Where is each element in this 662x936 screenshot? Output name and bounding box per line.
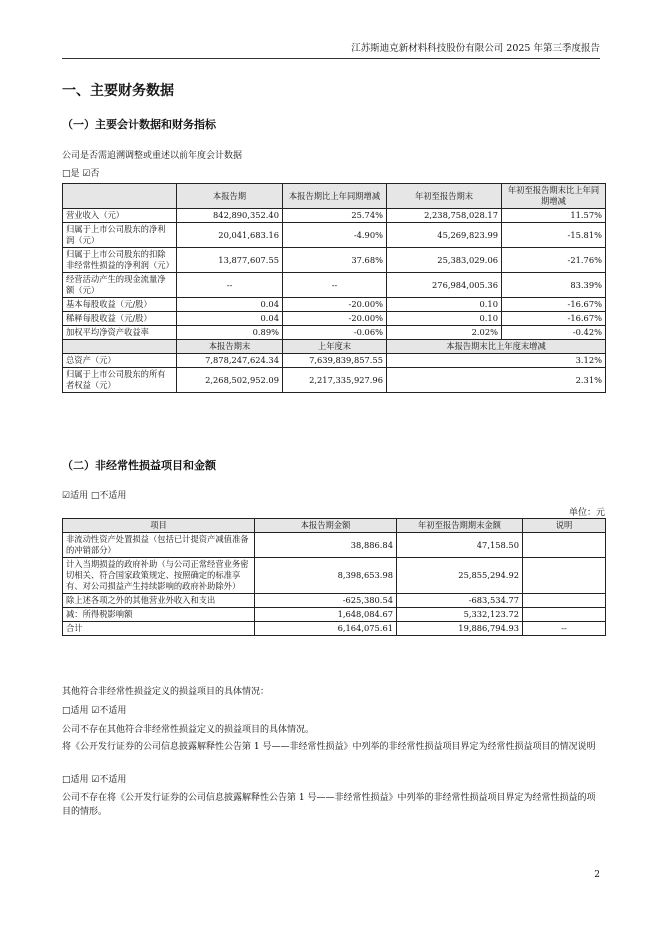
table-header-cell [63,184,177,209]
row-label: 归属于上市公司股东的净利润（元） [63,223,177,248]
table-cell: 37.68% [283,248,387,273]
table-cell: 7,878,247,624.34 [177,354,283,368]
table-row [63,298,606,312]
table-cell: -683,534.77 [397,594,523,608]
table-cell [523,594,606,608]
table-cell [523,608,606,622]
table-cell: 0.04 [177,312,283,326]
table-cell: -20.00% [283,298,387,312]
table-header-cell [63,340,177,354]
subsection-title: （二）非经常性损益项目和金额 [62,459,216,472]
row-label: 合计 [63,622,255,636]
table-cell: 83.39% [502,273,606,298]
retro-question: 公司是否需追溯调整或重述以前年度会计数据 [62,151,243,161]
table-cell: 13,877,607.55 [177,248,283,273]
table-cell: -16.67% [502,312,606,326]
table-header-cell: 本报告期金额 [255,519,397,533]
table-cell: 25.74% [283,209,387,223]
row-label: 除上述各项之外的其他营业外收入和支出 [63,594,255,608]
table-cell: 25,855,294.92 [397,558,523,594]
define-result: 公司不存在将《公开发行证券的公司信息披露解释性公告第 1 号——非经常性损益》中列举的非经常性损益项目界定为经常性损益的项目的情形。 [62,793,596,817]
row-label: 减：所得税影响额 [63,608,255,622]
table-header-cell: 项目 [63,519,255,533]
row-label: 加权平均净资产收益率 [63,326,177,340]
table-cell: -- [283,273,387,298]
table-cell: 0.10 [387,298,502,312]
row-label: 稀释每股收益（元/股） [63,312,177,326]
table-header-cell: 本报告期 [177,184,283,209]
table-cell: -0.42% [502,326,606,340]
table-header-row [63,340,606,354]
applicable-checkbox[interactable]: □适用 ☑不适用 [62,706,127,716]
table-row [63,248,606,273]
table-row [63,622,606,636]
table-cell: 11.57% [502,209,606,223]
table-cell: 276,984,005.36 [387,273,502,298]
table-cell: -- [523,622,606,636]
table-header-row [63,184,606,209]
subsection-title: （一）主要会计数据和财务指标 [62,118,216,131]
table-header-cell: 本报告期末比上年度末增减 [387,340,606,354]
table-row [63,558,606,594]
page-number: 2 [594,870,600,880]
table-row [63,354,606,368]
section-title: 一、主要财务数据 [62,83,174,99]
applicable-checkbox[interactable]: ☑适用 □不适用 [62,491,127,501]
table-header-cell: 年初至报告期末 [387,184,502,209]
other-items-title: 其他符合非经常性损益定义的损益项目的具体情况： [62,687,270,697]
table-cell: -21.76% [502,248,606,273]
table-cell: 1,648,084.67 [255,608,397,622]
table-cell: -625,380.54 [255,594,397,608]
table-cell: 7,639,839,857.55 [283,354,387,368]
table-cell: 0.89% [177,326,283,340]
table-row [63,209,606,223]
table-cell: -4.90% [283,223,387,248]
table-row [63,223,606,248]
row-label: 计入当期损益的政府补助（与公司正常经营业务密切相关、符合国家政策规定、按照确定的标准享有、对公司损益产生持续影响的政府补助除外） [63,558,255,594]
table-cell: 2.02% [387,326,502,340]
table-cell [523,533,606,558]
table-header-cell: 本报告期末 [177,340,283,354]
row-label: 营业收入（元） [63,209,177,223]
row-label: 经营活动产生的现金流量净额（元） [63,273,177,298]
table-row [63,312,606,326]
table-row [63,533,606,558]
row-label: 总资产（元） [63,354,177,368]
table-cell: 2.31% [387,368,606,393]
table-row [63,608,606,622]
table-cell: -15.81% [502,223,606,248]
table-cell: 45,269,823.99 [387,223,502,248]
table-cell: 25,383,029.06 [387,248,502,273]
table-cell: 5,332,123.72 [397,608,523,622]
table-cell: 2,217,335,927.96 [283,368,387,393]
define-text: 将《公开发行证券的公司信息披露解释性公告第 1 号——非经常性损益》中列举的非经常性损益项目界定为经常性损益项目的情况说明 [62,742,596,752]
table-cell: 2,268,502,952.09 [177,368,283,393]
report-header: 江苏斯迪克新材料科技股份有限公司 2025 年第三季度报告 [62,40,600,59]
financial-data-table [62,183,606,393]
table-cell: -16.67% [502,298,606,312]
table-cell: -20.00% [283,312,387,326]
applicable-checkbox[interactable]: □适用 ☑不适用 [62,775,127,785]
table-row [63,368,606,393]
table-cell: 8,398,653.98 [255,558,397,594]
table-header-row [63,519,606,533]
table-cell: 842,890,352.40 [177,209,283,223]
table-header-cell: 本报告期比上年同期增减 [283,184,387,209]
table-cell [523,558,606,594]
table-cell: 0.10 [387,312,502,326]
table-cell: -- [177,273,283,298]
table-cell: 6,164,075.61 [255,622,397,636]
table-header-cell: 说明 [523,519,606,533]
table-cell: 38,886.84 [255,533,397,558]
table-header-cell: 年初至报告期末比上年同期增减 [502,184,606,209]
row-label: 非流动性资产处置损益（包括已计提资产减值准备的冲销部分） [63,533,255,558]
table-cell: 19,886,794.93 [397,622,523,636]
table-row [63,326,606,340]
table-cell: 20,041,683.16 [177,223,283,248]
row-label: 归属于上市公司股东的所有者权益（元） [63,368,177,393]
non-recurring-table [62,518,606,636]
unit-label: 单位：元 [568,508,605,518]
table-row [63,594,606,608]
table-header-cell: 年初至报告期期末金额 [397,519,523,533]
other-items-text: 公司不存在其他符合非经常性损益定义的损益项目的具体情况。 [62,725,315,735]
row-label: 基本每股收益（元/股） [63,298,177,312]
table-cell: 47,158.50 [397,533,523,558]
table-header-cell: 上年度末 [283,340,387,354]
table-cell: -0.06% [283,326,387,340]
table-cell: 0.04 [177,298,283,312]
table-cell: 2,238,758,028.17 [387,209,502,223]
retro-answer: □是 ☑否 [62,169,100,179]
table-row [63,273,606,298]
row-label: 归属于上市公司股东的扣除非经常性损益的净利润（元） [63,248,177,273]
table-cell: 3.12% [387,354,606,368]
